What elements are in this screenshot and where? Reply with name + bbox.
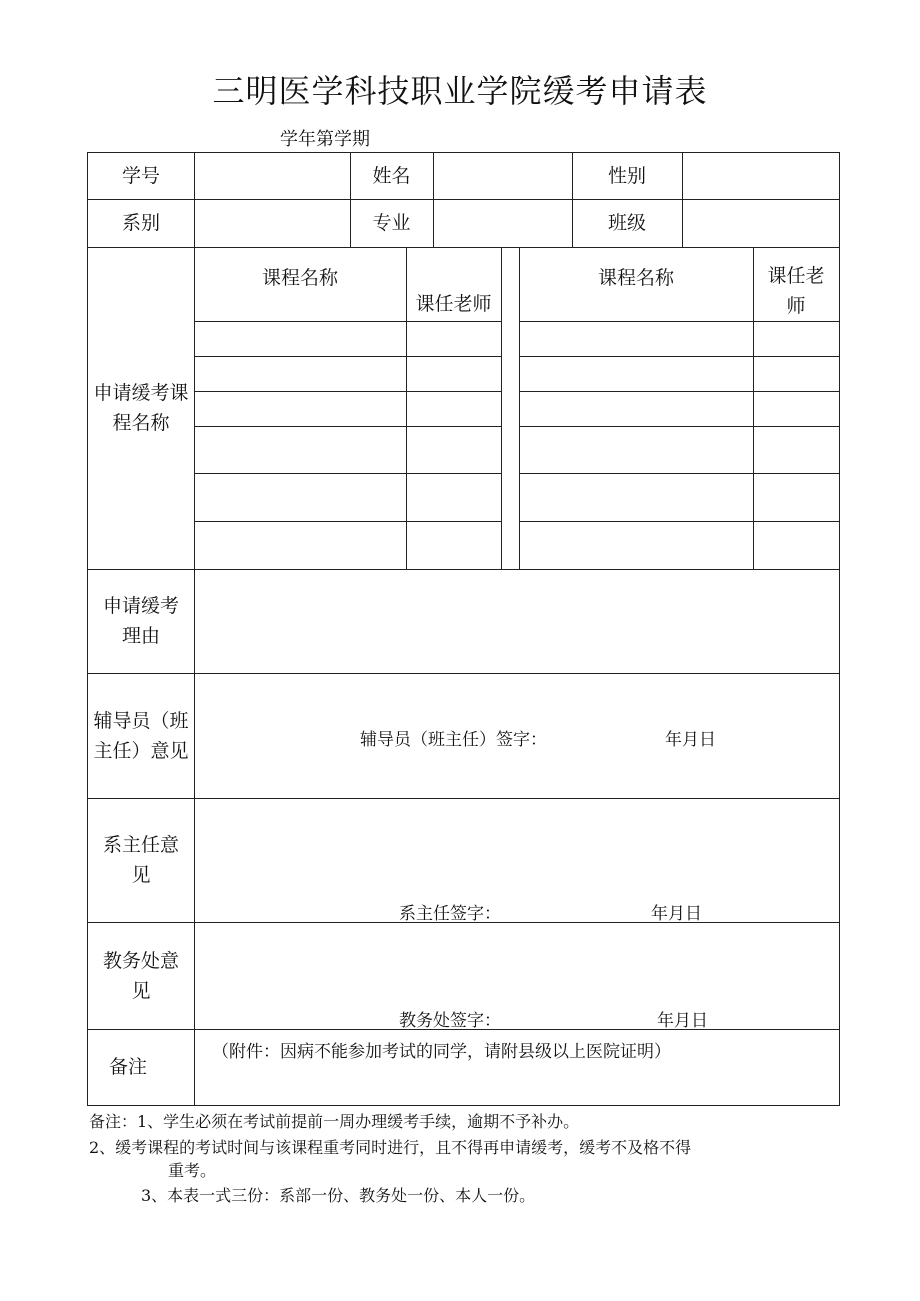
academic-office-sign-label: 教务处签字： [399, 1011, 501, 1031]
course-row-line [519, 521, 839, 522]
courses-label: 申请缓考课程名称 [93, 382, 189, 434]
course-name-header-right: 课程名称 [597, 267, 674, 289]
remarks-text: （附件：因病不能参加考试的同学，请附县级以上医院证明） [212, 1042, 671, 1062]
row-divider [88, 247, 839, 248]
counselor-opinion-label: 辅导员（班主任）意见 [93, 709, 189, 762]
note-line-2-continued: 重考。 [168, 1161, 217, 1180]
dept-head-opinion-label: 系主任意见 [102, 834, 179, 886]
course-row-line [519, 391, 839, 392]
department-field[interactable] [195, 199, 350, 247]
major-field[interactable] [434, 199, 572, 247]
course-row-line [519, 426, 839, 427]
row-divider [88, 673, 839, 674]
form-title: 三明医学科技职业学院缓考申请表 [212, 72, 708, 110]
reason-label: 申请缓考理由 [102, 595, 179, 647]
gender-field[interactable] [683, 153, 839, 199]
name-field[interactable] [434, 153, 572, 199]
name-label: 姓名 [372, 165, 411, 187]
course-row-line [194, 321, 501, 322]
dept-head-date-label: 年月日 [651, 904, 702, 924]
note-line-3: 3、本表一式三份：系部一份、教务处一份、本人一份。 [141, 1186, 536, 1205]
counselor-date-label: 年月日 [665, 730, 716, 750]
term-line: 学年第学期 [280, 129, 370, 150]
class-label: 班级 [607, 212, 646, 234]
teacher-header-right: 课任老师 [767, 265, 825, 317]
course-row-line [519, 321, 839, 322]
major-label: 专业 [372, 212, 411, 234]
note-line-1: 备注：1、学生必须在考试前提前一周办理缓考手续，逾期不予补办。 [89, 1112, 580, 1131]
course-row-line [194, 521, 501, 522]
course-row-line [194, 356, 501, 357]
dept-head-sign-label: 系主任签字： [399, 904, 501, 924]
row-divider [88, 798, 839, 799]
course-name-header-left: 课程名称 [261, 267, 338, 289]
note-line-2: 2、缓考课程的考试时间与该课程重考同时进行，且不得再申请缓考，缓考不及格不得 [89, 1138, 692, 1157]
remarks-label: 备注 [108, 1056, 147, 1078]
course-row-line [194, 426, 501, 427]
teacher-header-left: 课任老师 [415, 293, 492, 315]
application-form-table [87, 152, 840, 1106]
course-grid-divider [501, 247, 502, 569]
course-row-line [519, 473, 839, 474]
class-field[interactable] [683, 199, 839, 247]
academic-office-opinion-label: 教务处意见 [102, 950, 179, 1002]
gender-label: 性别 [607, 165, 646, 187]
student-id-label: 学号 [121, 165, 160, 187]
reason-field[interactable] [195, 570, 839, 673]
academic-office-date-label: 年月日 [657, 1011, 708, 1031]
counselor-sign-label: 辅导员（班主任）签字： [360, 730, 547, 750]
department-label: 系别 [121, 212, 160, 234]
course-row-line [194, 473, 501, 474]
course-row-line [519, 356, 839, 357]
course-row-line [194, 391, 501, 392]
student-id-field[interactable] [195, 153, 350, 199]
